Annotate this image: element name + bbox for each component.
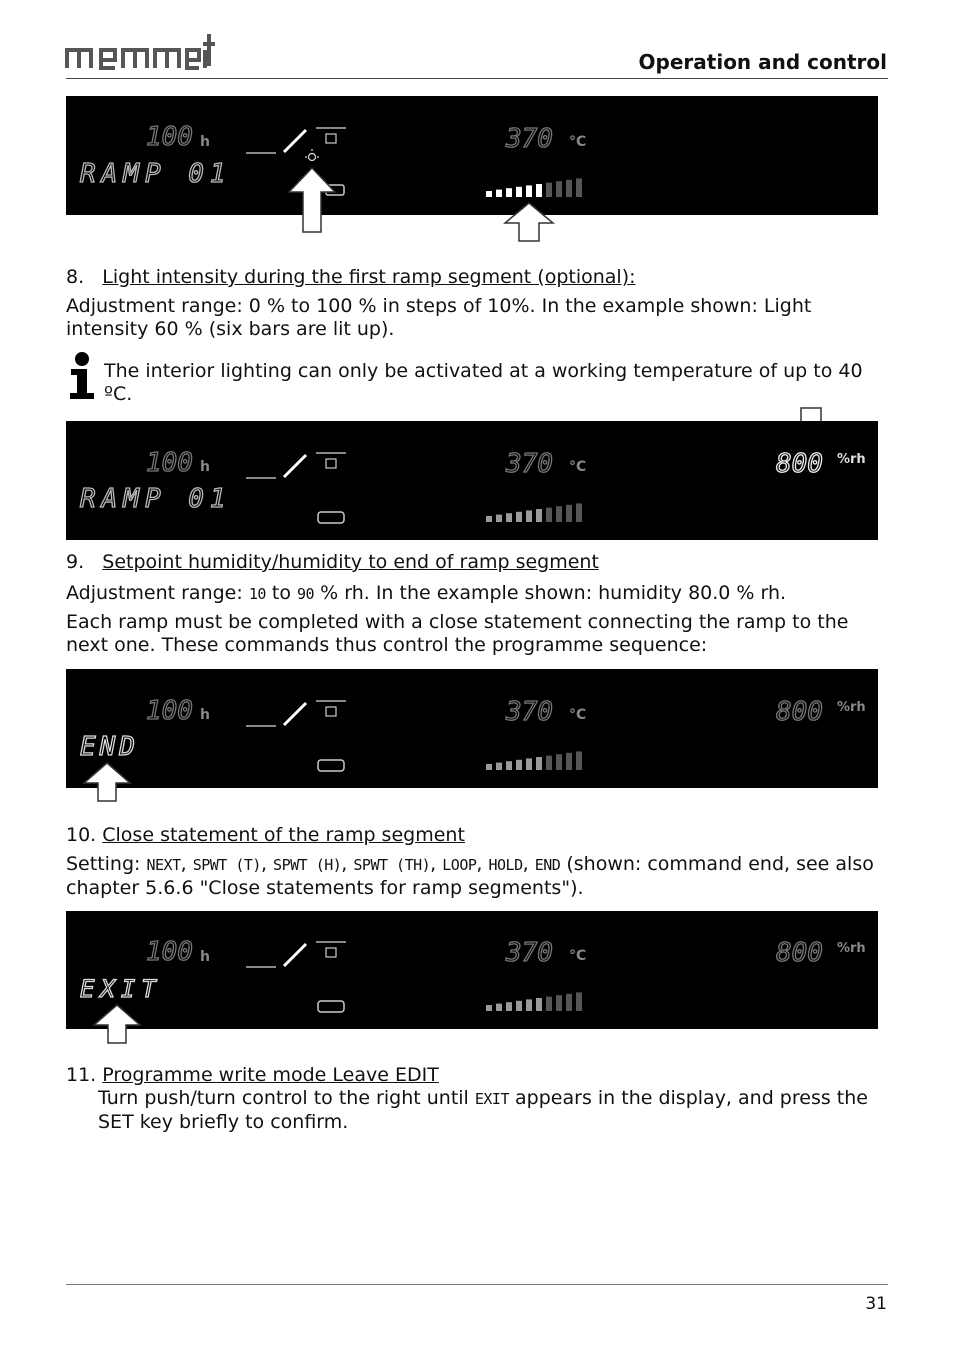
light-bar (506, 188, 512, 197)
light-bar (526, 999, 532, 1011)
page-number: 31 (865, 1294, 887, 1314)
option: SPWT (TH) (353, 856, 431, 874)
time-unit: h (200, 459, 210, 475)
close-statement-icon (318, 1001, 344, 1012)
light-bar (506, 1002, 512, 1011)
light-bar (536, 509, 542, 522)
option: HOLD (488, 856, 523, 874)
step-8-body: Adjustment range: 0 % to 100 % in steps of 10%. In the example shown: Light intensity 60 % (six bars are lit up). (66, 295, 812, 340)
light-intensity-bars (486, 992, 582, 1011)
arrow-up-icon (82, 761, 132, 803)
text: (shown: command end, see also chapter 5.6.6 "Close statements for ramp segments"). (66, 853, 874, 899)
text: % rh. In the example shown: humidity 80.0 % rh. (314, 582, 787, 604)
ramp-icon (284, 455, 306, 477)
info-icon (66, 351, 98, 401)
time-readout: 100 (146, 448, 193, 478)
temp-readout: 370 (506, 124, 553, 154)
memmert-logo (65, 30, 217, 72)
display-graphics (66, 96, 878, 215)
segment-icon (326, 459, 336, 468)
controller-display-3 (66, 669, 878, 788)
time-unit: h (200, 949, 210, 965)
light-bar (546, 183, 552, 197)
humidity-readout: 800 (776, 697, 823, 727)
option: SPWT (T) (192, 856, 261, 874)
option: END (534, 856, 561, 874)
light-bar (486, 764, 492, 770)
time-unit: h (200, 134, 210, 150)
light-bar (536, 184, 542, 197)
step-heading: Light intensity during the first ramp segment (optional): (102, 266, 636, 288)
controller-display-2 (66, 421, 878, 540)
option: LOOP (442, 856, 477, 874)
light-bar (496, 515, 502, 522)
humidity-unit: %rh (837, 700, 866, 715)
light-bar (536, 757, 542, 770)
temp-readout: 370 (506, 938, 553, 968)
segment-icon (326, 948, 336, 957)
light-bar (566, 994, 572, 1011)
light-bar (496, 190, 502, 197)
light-bar (516, 760, 522, 770)
section-title: Operation and control (638, 50, 887, 74)
step-number: 11. (66, 1064, 97, 1086)
text: Setting: (66, 853, 147, 875)
light-bar (576, 503, 582, 522)
light-bar (526, 185, 532, 197)
temp-unit: °C (569, 134, 587, 150)
segment-icon (326, 134, 336, 143)
light-bar (546, 756, 552, 770)
text: Turn push/turn control to the right until (98, 1087, 475, 1109)
light-bar (516, 512, 522, 522)
time-unit: h (200, 707, 210, 723)
step-number: 10. (66, 824, 97, 846)
temp-unit: °C (569, 707, 587, 723)
text: appears in the display, and press the SET key briefly to confirm. (98, 1087, 868, 1133)
light-bar (526, 758, 532, 770)
range-max: 90 (297, 585, 315, 603)
humidity-unit: %rh (837, 941, 866, 956)
arrow-up-icon (503, 201, 555, 243)
step-9-body (66, 582, 888, 606)
light-bar (546, 508, 552, 522)
light-bar (486, 1005, 492, 1011)
step-number: 8. (66, 266, 85, 288)
light-bar (566, 505, 572, 522)
time-readout: 100 (146, 696, 193, 726)
temp-unit: °C (569, 459, 587, 475)
ramp-icon (284, 944, 306, 966)
temp-readout: 370 (506, 697, 553, 727)
light-bar (516, 187, 522, 197)
light-bar (566, 753, 572, 770)
light-bar (506, 513, 512, 522)
light-bar (566, 180, 572, 197)
light-bar (576, 992, 582, 1011)
header-divider (66, 78, 888, 79)
controller-display-4 (66, 911, 878, 1029)
light-bar (496, 763, 502, 770)
light-bar (576, 751, 582, 770)
option: NEXT (146, 856, 181, 874)
light-bar (536, 998, 542, 1011)
light-bar (486, 191, 492, 197)
light-intensity-bars (486, 178, 582, 197)
humidity-unit: %rh (837, 452, 866, 467)
step-heading: Setpoint humidity/humidity to end of ramp segment (102, 551, 599, 573)
program-label: END (80, 732, 139, 762)
light-bar (516, 1001, 522, 1011)
light-bar (526, 510, 532, 522)
light-bar (546, 997, 552, 1011)
ramp-icon (284, 130, 306, 152)
light-bar (556, 506, 562, 522)
step-8-heading (66, 266, 888, 289)
info-note: The interior lighting can only be activated at a working temperature of up to 40 ºC. (104, 360, 863, 405)
program-label: RAMP 01 (80, 159, 232, 189)
time-readout: 100 (146, 937, 193, 967)
arrow-up-icon (287, 166, 337, 236)
time-readout: 100 (146, 122, 193, 152)
display-graphics (66, 669, 878, 788)
footer-divider (66, 1284, 888, 1285)
keyword: EXIT (474, 1090, 509, 1108)
light-intensity-bars (486, 751, 582, 770)
light-intensity-bars (486, 503, 582, 522)
light-bar (496, 1004, 502, 1011)
option: SPWT (H) (273, 856, 342, 874)
step-heading: Close statement of the ramp segment (102, 824, 465, 846)
step-9-heading (66, 551, 888, 574)
step-11-heading (66, 1064, 888, 1087)
ramp-icon (284, 703, 306, 725)
step-9-body-2: Each ramp must be completed with a close statement connecting the ramp to the next one. These commands thus control the programme sequence: (66, 611, 849, 656)
temp-readout: 370 (506, 449, 553, 479)
light-bar (486, 516, 492, 522)
range-min: 10 (248, 585, 266, 603)
light-bar (556, 995, 562, 1011)
step-number: 9. (66, 551, 85, 573)
step-heading: Programme write mode Leave EDIT (102, 1064, 439, 1086)
light-bar (556, 181, 562, 197)
light-icon (305, 149, 319, 161)
humidity-readout: 800 (776, 449, 823, 479)
light-bar (576, 178, 582, 197)
light-bar (506, 761, 512, 770)
display-graphics (66, 911, 878, 1029)
controller-display-1 (66, 96, 878, 215)
segment-icon (326, 707, 336, 716)
display-graphics (66, 421, 878, 540)
program-label: RAMP 01 (80, 484, 232, 514)
close-statement-icon (318, 760, 344, 771)
temp-unit: °C (569, 948, 587, 964)
text: to (265, 582, 298, 604)
step-10-body: Setting: NEXT, SPWT (T), SPWT (H), SPWT (TH), LOOP, HOLD, END (shown: command end, see also chapter 5.6.6 "Close statements for ramp segments"). (66, 853, 874, 899)
light-bar (556, 754, 562, 770)
step-10-heading (66, 824, 888, 847)
arrow-up-icon (92, 1003, 142, 1045)
step-11-body (98, 1087, 888, 1134)
program-label: EXIT (80, 975, 162, 1003)
close-statement-icon (318, 512, 344, 523)
text: Adjustment range: (66, 582, 249, 604)
humidity-readout: 800 (776, 938, 823, 968)
